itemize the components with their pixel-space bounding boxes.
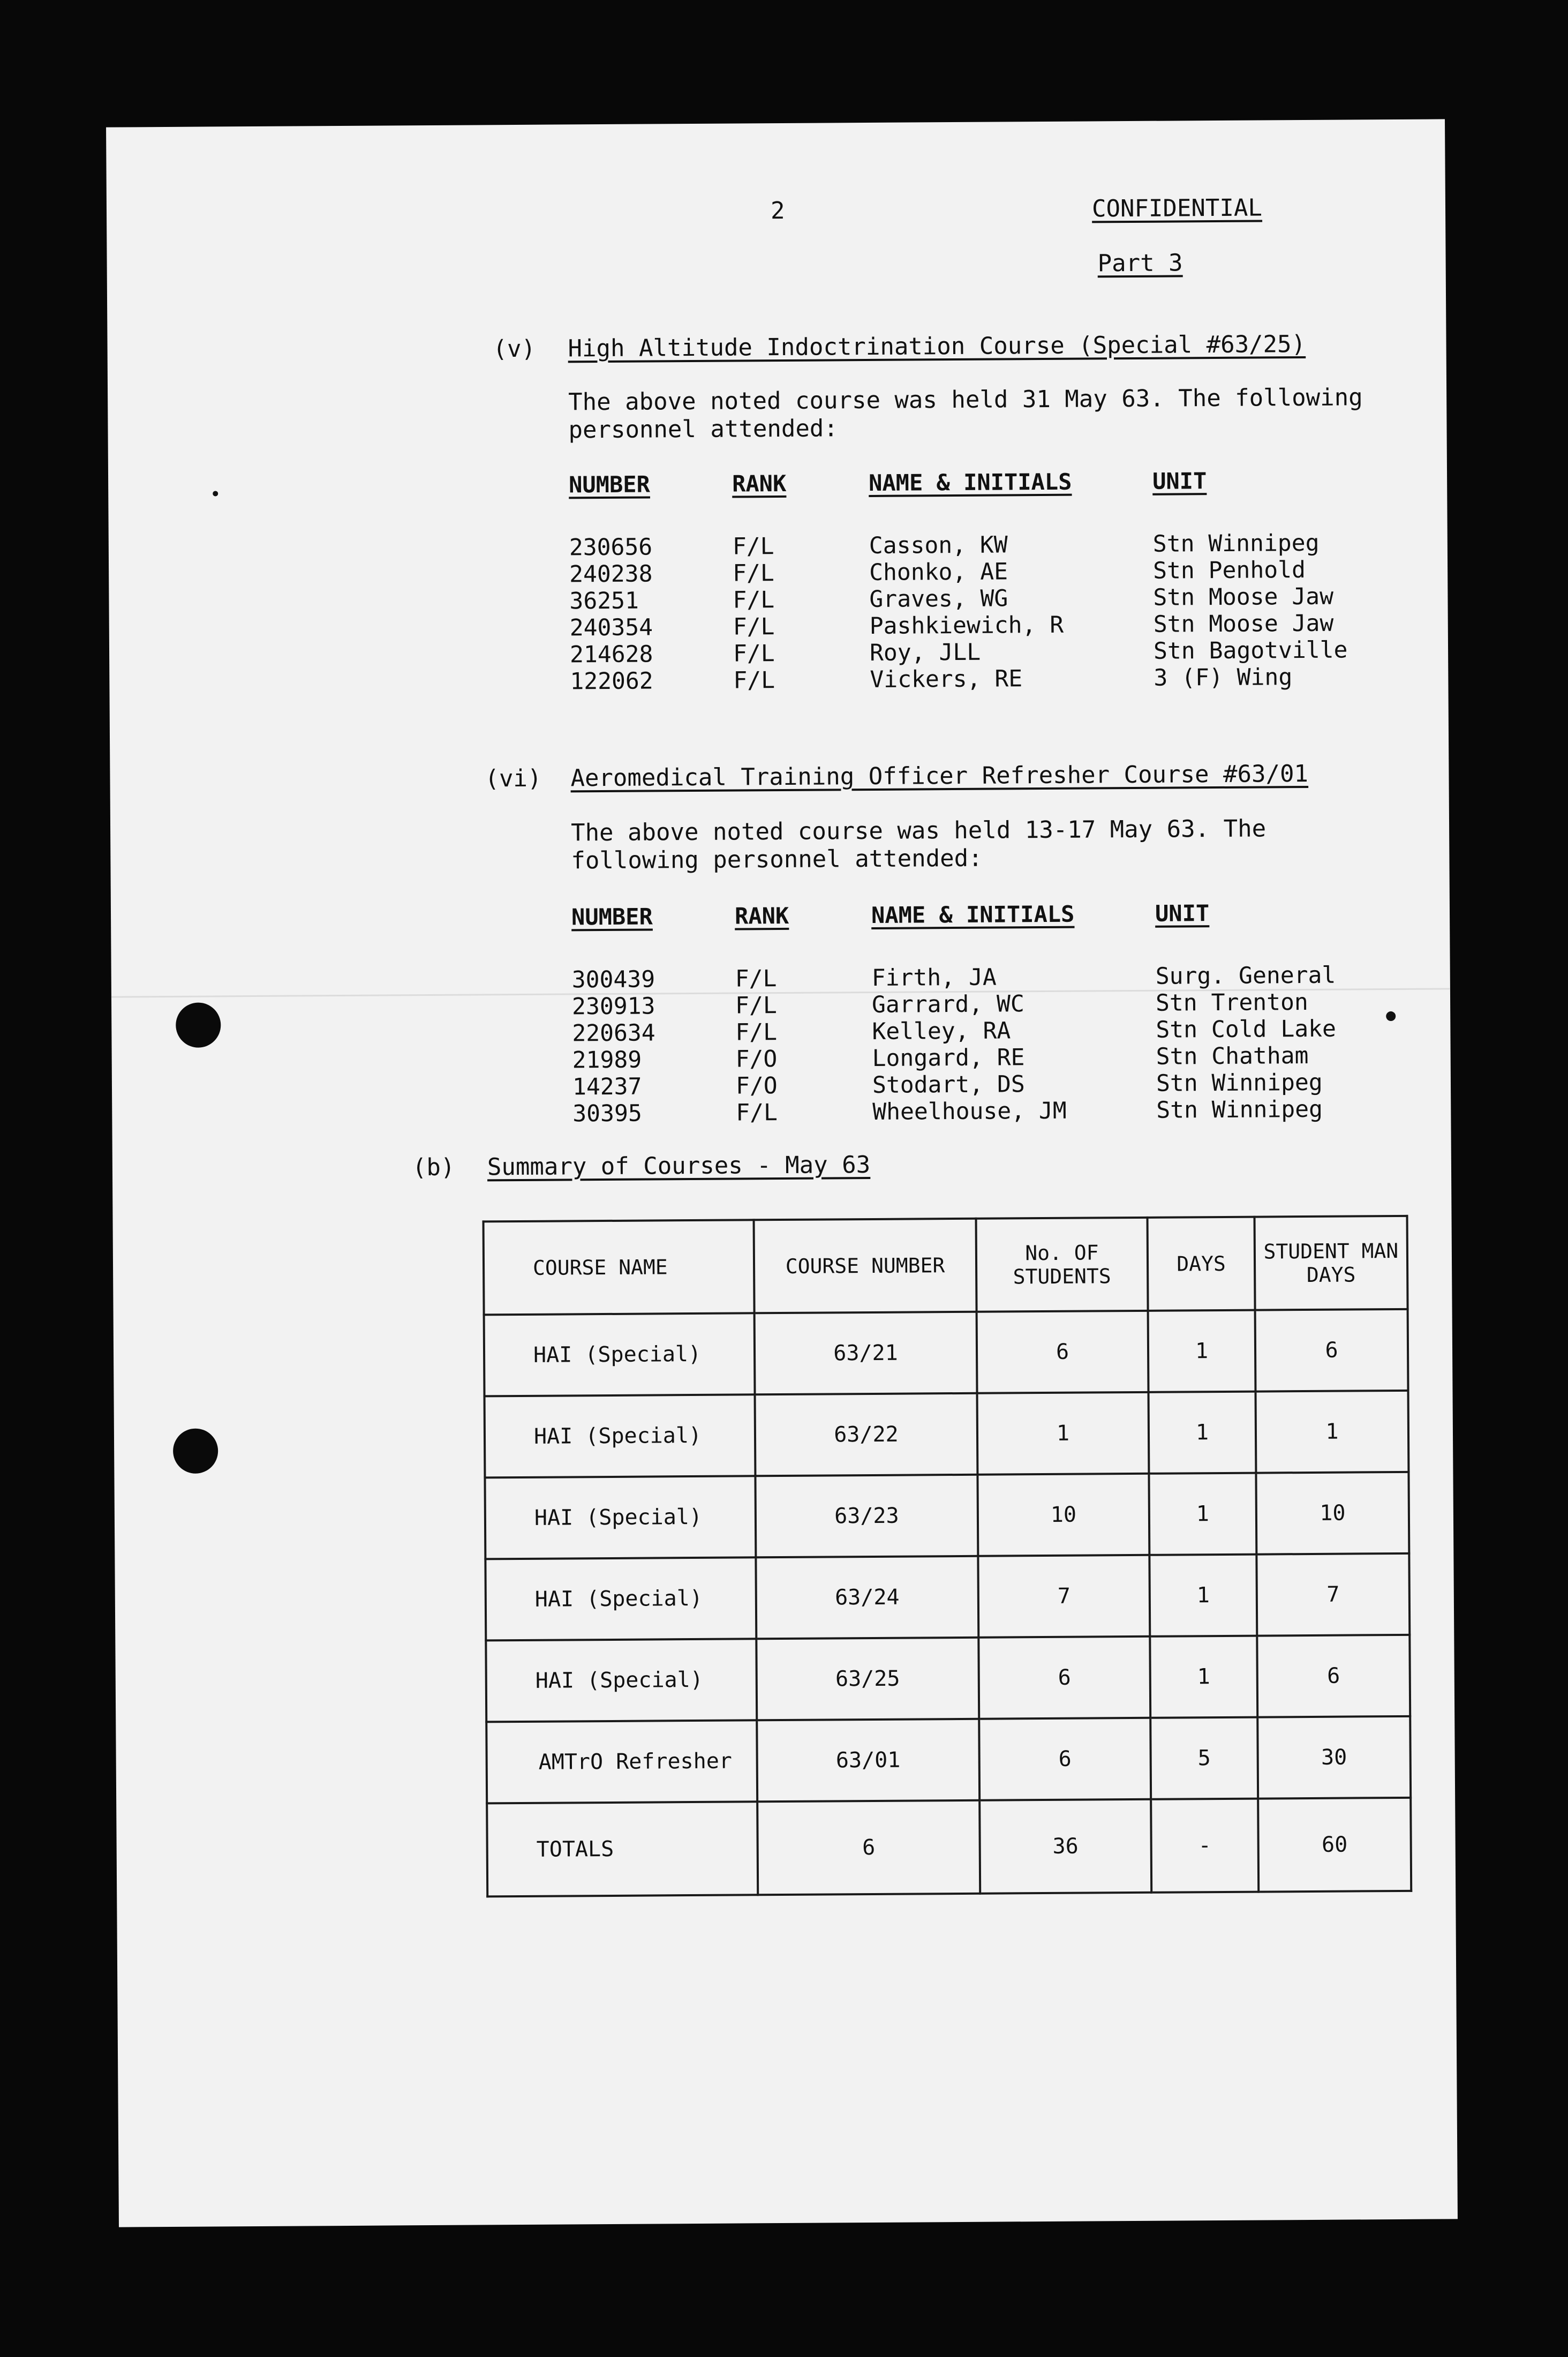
cell-students: 6 <box>977 1311 1149 1393</box>
cell-days: 1 <box>1149 1555 1257 1637</box>
personnel-number: 122062 <box>570 667 653 695</box>
personnel-unit: Stn Winnipeg <box>1152 529 1320 558</box>
cell-course-name: HAI (Special) <box>484 1313 755 1396</box>
personnel-name: Graves, WG <box>869 585 1008 613</box>
cell-man-days: 6 <box>1255 1309 1408 1392</box>
cell-days: 5 <box>1150 1717 1258 1799</box>
personnel-unit: Stn Trenton <box>1155 988 1309 1017</box>
document-page <box>106 119 1458 2227</box>
summary-table <box>483 1215 1413 1898</box>
section-v-intro-1: The above noted course was held 31 May 63. The following <box>568 384 1363 416</box>
table-row <box>485 1391 1409 1478</box>
personnel-name: Pashkiewich, R <box>869 611 1064 640</box>
header-days: DAYS <box>1148 1217 1255 1311</box>
table-row <box>485 1472 1409 1559</box>
personnel-unit: Stn Winnipeg <box>1156 1095 1323 1124</box>
section-vi-title: Aeromedical Training Officer Refresher Course #63/01 <box>570 760 1309 792</box>
header-course-number: COURSE NUMBER <box>754 1219 977 1313</box>
cell-students: 10 <box>977 1474 1149 1556</box>
personnel-rank: F/L <box>735 992 777 1019</box>
personnel-rank: F/L <box>735 965 777 993</box>
personnel-unit: 3 (F) Wing <box>1154 664 1293 692</box>
cell-course-number: 63/25 <box>756 1638 979 1721</box>
cell-course-number: 63/22 <box>755 1393 978 1476</box>
personnel-number: 240238 <box>569 560 653 588</box>
personnel-row <box>572 1095 1429 1128</box>
personnel-name: Longard, RE <box>872 1044 1025 1072</box>
personnel-rank: F/L <box>736 1099 778 1127</box>
personnel-number: 240354 <box>569 614 653 642</box>
col-header-rank: RANK <box>734 902 789 929</box>
col-header-unit: UNIT <box>1155 900 1210 927</box>
section-vi-intro-2: following personnel attended: <box>571 844 983 875</box>
personnel-unit: Stn Penhold <box>1152 557 1306 584</box>
personnel-name: Vickers, RE <box>870 665 1023 693</box>
section-v-title: High Altitude Indoctrination Course (Special #63/25) <box>568 330 1306 363</box>
cell-days: 1 <box>1148 1310 1256 1392</box>
personnel-number: 214628 <box>569 641 653 669</box>
table-row <box>485 1553 1409 1641</box>
personnel-rank: F/L <box>733 560 774 587</box>
page-number: 2 <box>770 197 785 225</box>
personnel-rank: F/L <box>735 1019 778 1046</box>
table-row <box>484 1309 1408 1397</box>
personnel-name: Stodart, DS <box>872 1071 1025 1099</box>
section-vi-intro-1: The above noted course was held 13-17 May 63. The <box>570 815 1267 847</box>
personnel-row <box>570 663 1427 695</box>
col-header-name: NAME & INITIALS <box>871 900 1075 928</box>
col-header-number: NUMBER <box>568 471 651 498</box>
personnel-unit: Stn Cold Lake <box>1156 1015 1337 1044</box>
personnel-unit: Stn Winnipeg <box>1156 1069 1323 1097</box>
personnel-unit: Stn Moose Jaw <box>1153 610 1334 638</box>
punch-hole-bottom <box>173 1428 218 1474</box>
totals-days: - <box>1151 1799 1258 1893</box>
personnel-number: 21989 <box>572 1046 642 1074</box>
totals-row <box>487 1798 1411 1897</box>
cell-course-number: 63/23 <box>755 1475 978 1558</box>
personnel-number: 230656 <box>569 534 653 561</box>
cell-students: 6 <box>979 1718 1151 1800</box>
personnel-name: Firth, JA <box>871 964 997 992</box>
personnel-rank: F/L <box>733 640 775 667</box>
cell-days: 1 <box>1150 1636 1257 1718</box>
section-vi-marker: (vi) <box>485 764 542 793</box>
personnel-name: Wheelhouse, JM <box>872 1097 1067 1125</box>
personnel-rank: F/O <box>735 1046 778 1073</box>
col-header-unit: UNIT <box>1152 468 1207 494</box>
personnel-rank: F/O <box>735 1072 778 1100</box>
cell-man-days: 10 <box>1256 1472 1409 1555</box>
totals-man-days: 60 <box>1258 1798 1411 1892</box>
section-b-title: Summary of Courses - May 63 <box>487 1151 871 1181</box>
cell-course-number: 63/01 <box>757 1719 979 1802</box>
speck <box>213 491 218 496</box>
personnel-rank: F/L <box>733 613 775 641</box>
personnel-unit: Stn Chatham <box>1156 1042 1309 1070</box>
header-course-name: COURSE NAME <box>484 1220 755 1315</box>
section-v-marker: (v) <box>493 335 536 363</box>
section-v-intro-2: personnel attended: <box>568 415 838 444</box>
section-b-marker: (b) <box>412 1153 455 1182</box>
personnel-number: 36251 <box>569 587 639 615</box>
cell-man-days: 30 <box>1257 1716 1411 1799</box>
personnel-rank: F/L <box>733 667 775 694</box>
col-header-name: NAME & INITIALS <box>868 468 1072 496</box>
cell-course-name: HAI (Special) <box>485 1476 756 1559</box>
personnel-name: Garrard, WC <box>871 990 1025 1018</box>
personnel-name: Chonko, AE <box>869 558 1008 586</box>
cell-course-number: 63/24 <box>756 1556 978 1639</box>
col-header-number: NUMBER <box>571 903 653 930</box>
punch-hole-top <box>176 1002 221 1048</box>
cell-course-name: HAI (Special) <box>486 1639 757 1722</box>
personnel-number: 30395 <box>572 1100 642 1128</box>
part-label: Part 3 <box>1097 249 1183 277</box>
personnel-name: Roy, JLL <box>869 639 981 666</box>
personnel-unit: Stn Bagotville <box>1153 636 1348 665</box>
personnel-unit: Surg. General <box>1155 962 1336 990</box>
personnel-name: Casson, KW <box>869 531 1008 559</box>
table-row <box>486 1635 1410 1722</box>
classification-label: CONFIDENTIAL <box>1091 194 1263 223</box>
personnel-rank: F/L <box>732 533 774 560</box>
personnel-number: 14237 <box>572 1073 642 1101</box>
cell-man-days: 7 <box>1256 1553 1409 1636</box>
header-students: No. OF STUDENTS <box>976 1218 1148 1312</box>
cell-course-name: AMTrO Refresher <box>486 1720 757 1803</box>
col-header-rank: RANK <box>732 470 787 497</box>
table-row <box>486 1716 1411 1804</box>
header-man-days: STUDENT MAN DAYS <box>1255 1216 1408 1310</box>
cell-course-number: 63/21 <box>755 1312 977 1395</box>
personnel-number: 220634 <box>572 1019 655 1047</box>
cell-course-name: HAI (Special) <box>485 1557 756 1640</box>
cell-students: 7 <box>978 1555 1150 1638</box>
cell-students: 1 <box>977 1392 1149 1475</box>
totals-students: 36 <box>979 1799 1151 1894</box>
cell-days: 1 <box>1149 1392 1256 1474</box>
personnel-rank: F/L <box>733 587 775 614</box>
cell-students: 6 <box>978 1637 1150 1719</box>
totals-label: TOTALS <box>487 1801 758 1896</box>
cell-man-days: 6 <box>1257 1635 1410 1717</box>
cell-course-name: HAI (Special) <box>485 1394 756 1477</box>
personnel-name: Kelley, RA <box>872 1017 1011 1045</box>
cell-days: 1 <box>1149 1473 1256 1555</box>
personnel-unit: Stn Moose Jaw <box>1153 583 1334 611</box>
personnel-number: 300439 <box>571 966 655 994</box>
summary-header-row <box>484 1216 1408 1315</box>
cell-man-days: 1 <box>1256 1391 1409 1473</box>
totals-course-number: 6 <box>757 1800 980 1895</box>
personnel-number: 230913 <box>571 993 655 1020</box>
